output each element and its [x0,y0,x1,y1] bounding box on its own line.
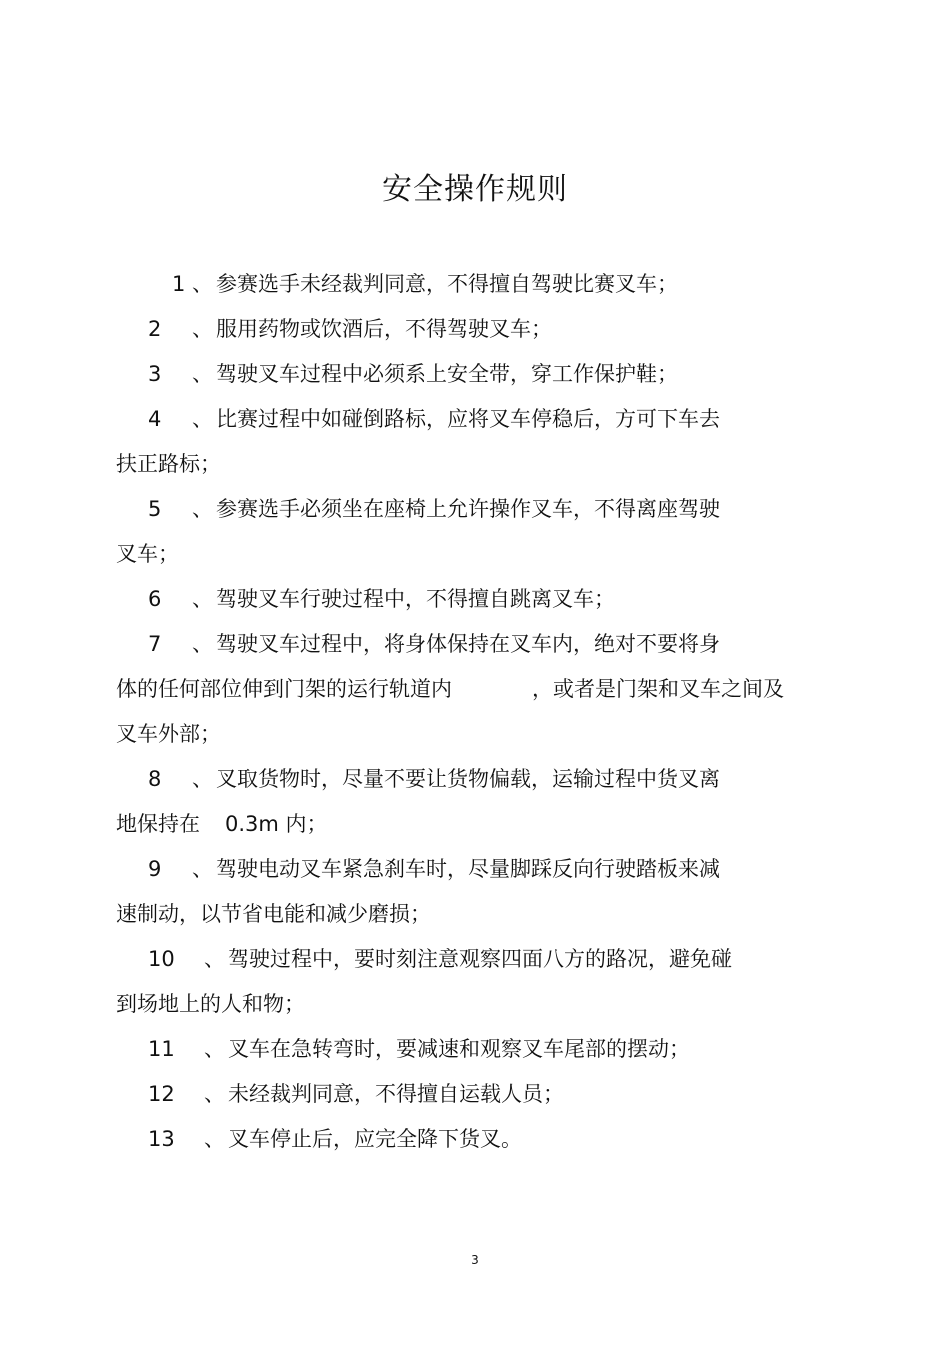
rule-separator: 、 [192,587,213,611]
rule-text-continuation: 速制动，以节省电能和减少磨损； [116,902,431,926]
rule-number: 9 [148,857,162,881]
rule-text: 驾驶叉车行驶过程中，不得擅自跳离叉车； [216,587,615,611]
rule-text: 服用药物或饮酒后，不得驾驶叉车； [216,317,552,341]
rule-text-continuation: ，或者是门架和叉车之间及 [532,677,784,701]
rule-separator: 、 [204,1082,225,1106]
rule-separator: 、 [192,632,213,656]
rule-separator: 、 [204,1127,225,1151]
rule-7-continuation [116,667,816,712]
rule-7 [116,622,816,667]
rule-text-continuation: 0.3m 内； [225,812,328,836]
rule-text: 叉车在急转弯时，要减速和观察叉车尾部的摆动； [228,1037,690,1061]
rule-8-continuation [116,802,816,847]
rule-5-continuation [116,532,816,577]
rule-separator: 、 [192,857,213,881]
rule-text-continuation: 地保持在 [116,812,200,836]
rule-10-continuation [116,982,816,1027]
rule-number: 3 [148,362,162,386]
rule-13 [116,1117,816,1162]
rule-4-continuation [116,442,816,487]
rule-6 [116,577,816,622]
rule-text: 驾驶叉车过程中必须系上安全带，穿工作保护鞋； [216,362,678,386]
rule-text: 比赛过程中如碰倒路标，应将叉车停稳后，方可下车去 [216,407,720,431]
rule-text-continuation: 叉车； [116,542,179,566]
rule-separator: 、 [192,272,213,296]
rule-2 [116,307,816,352]
rule-separator: 、 [192,767,213,791]
rule-number: 7 [148,632,162,656]
rule-number: 6 [148,587,162,611]
rule-separator: 、 [192,362,213,386]
rule-separator: 、 [204,1037,225,1061]
rule-number: 11 [148,1037,175,1061]
rule-number: 8 [148,767,162,791]
rule-separator: 、 [192,317,213,341]
rule-text: 参赛选手未经裁判同意，不得擅自驾驶比赛叉车； [216,272,678,296]
rule-text: 驾驶过程中，要时刻注意观察四面八方的路况，避免碰 [228,947,732,971]
rule-number: 12 [148,1082,175,1106]
rule-number: 4 [148,407,162,431]
rule-9-continuation [116,892,816,937]
rule-number: 10 [148,947,175,971]
rule-9 [116,847,816,892]
rule-10 [116,937,816,982]
rule-number: 5 [148,497,162,521]
rule-number: 13 [148,1127,175,1151]
page-number: 3 [471,1253,479,1267]
rule-text-continuation: 扶正路标； [116,452,221,476]
rules-list [116,262,816,1162]
rule-text-continuation: 体的任何部位伸到门架的运行轨道内 [116,677,452,701]
rule-separator: 、 [204,947,225,971]
rule-4 [116,397,816,442]
rule-text: 未经裁判同意，不得擅自运载人员； [228,1082,564,1106]
rule-11 [116,1027,816,1072]
rule-text-continuation: 到场地上的人和物； [116,992,305,1016]
rule-text: 参赛选手必须坐在座椅上允许操作叉车，不得离座驾驶 [216,497,720,521]
rule-1 [116,262,816,307]
rule-text: 驾驶叉车过程中，将身体保持在叉车内，绝对不要将身 [216,632,720,656]
rule-number: 2 [148,317,162,341]
document-title: 安全操作规则 [382,172,568,207]
rule-text-continuation: 叉车外部； [116,722,221,746]
rule-text: 叉车停止后，应完全降下货叉。 [228,1127,522,1151]
rule-8 [116,757,816,802]
rule-text: 驾驶电动叉车紧急刹车时，尽量脚踩反向行驶踏板来减 [216,857,720,881]
rule-separator: 、 [192,497,213,521]
rule-separator: 、 [192,407,213,431]
rule-number: 1 [172,272,186,296]
rule-text: 叉取货物时，尽量不要让货物偏载，运输过程中货叉离 [216,767,720,791]
rule-7-continuation [116,712,816,757]
rule-3 [116,352,816,397]
rule-5 [116,487,816,532]
rule-12 [116,1072,816,1117]
